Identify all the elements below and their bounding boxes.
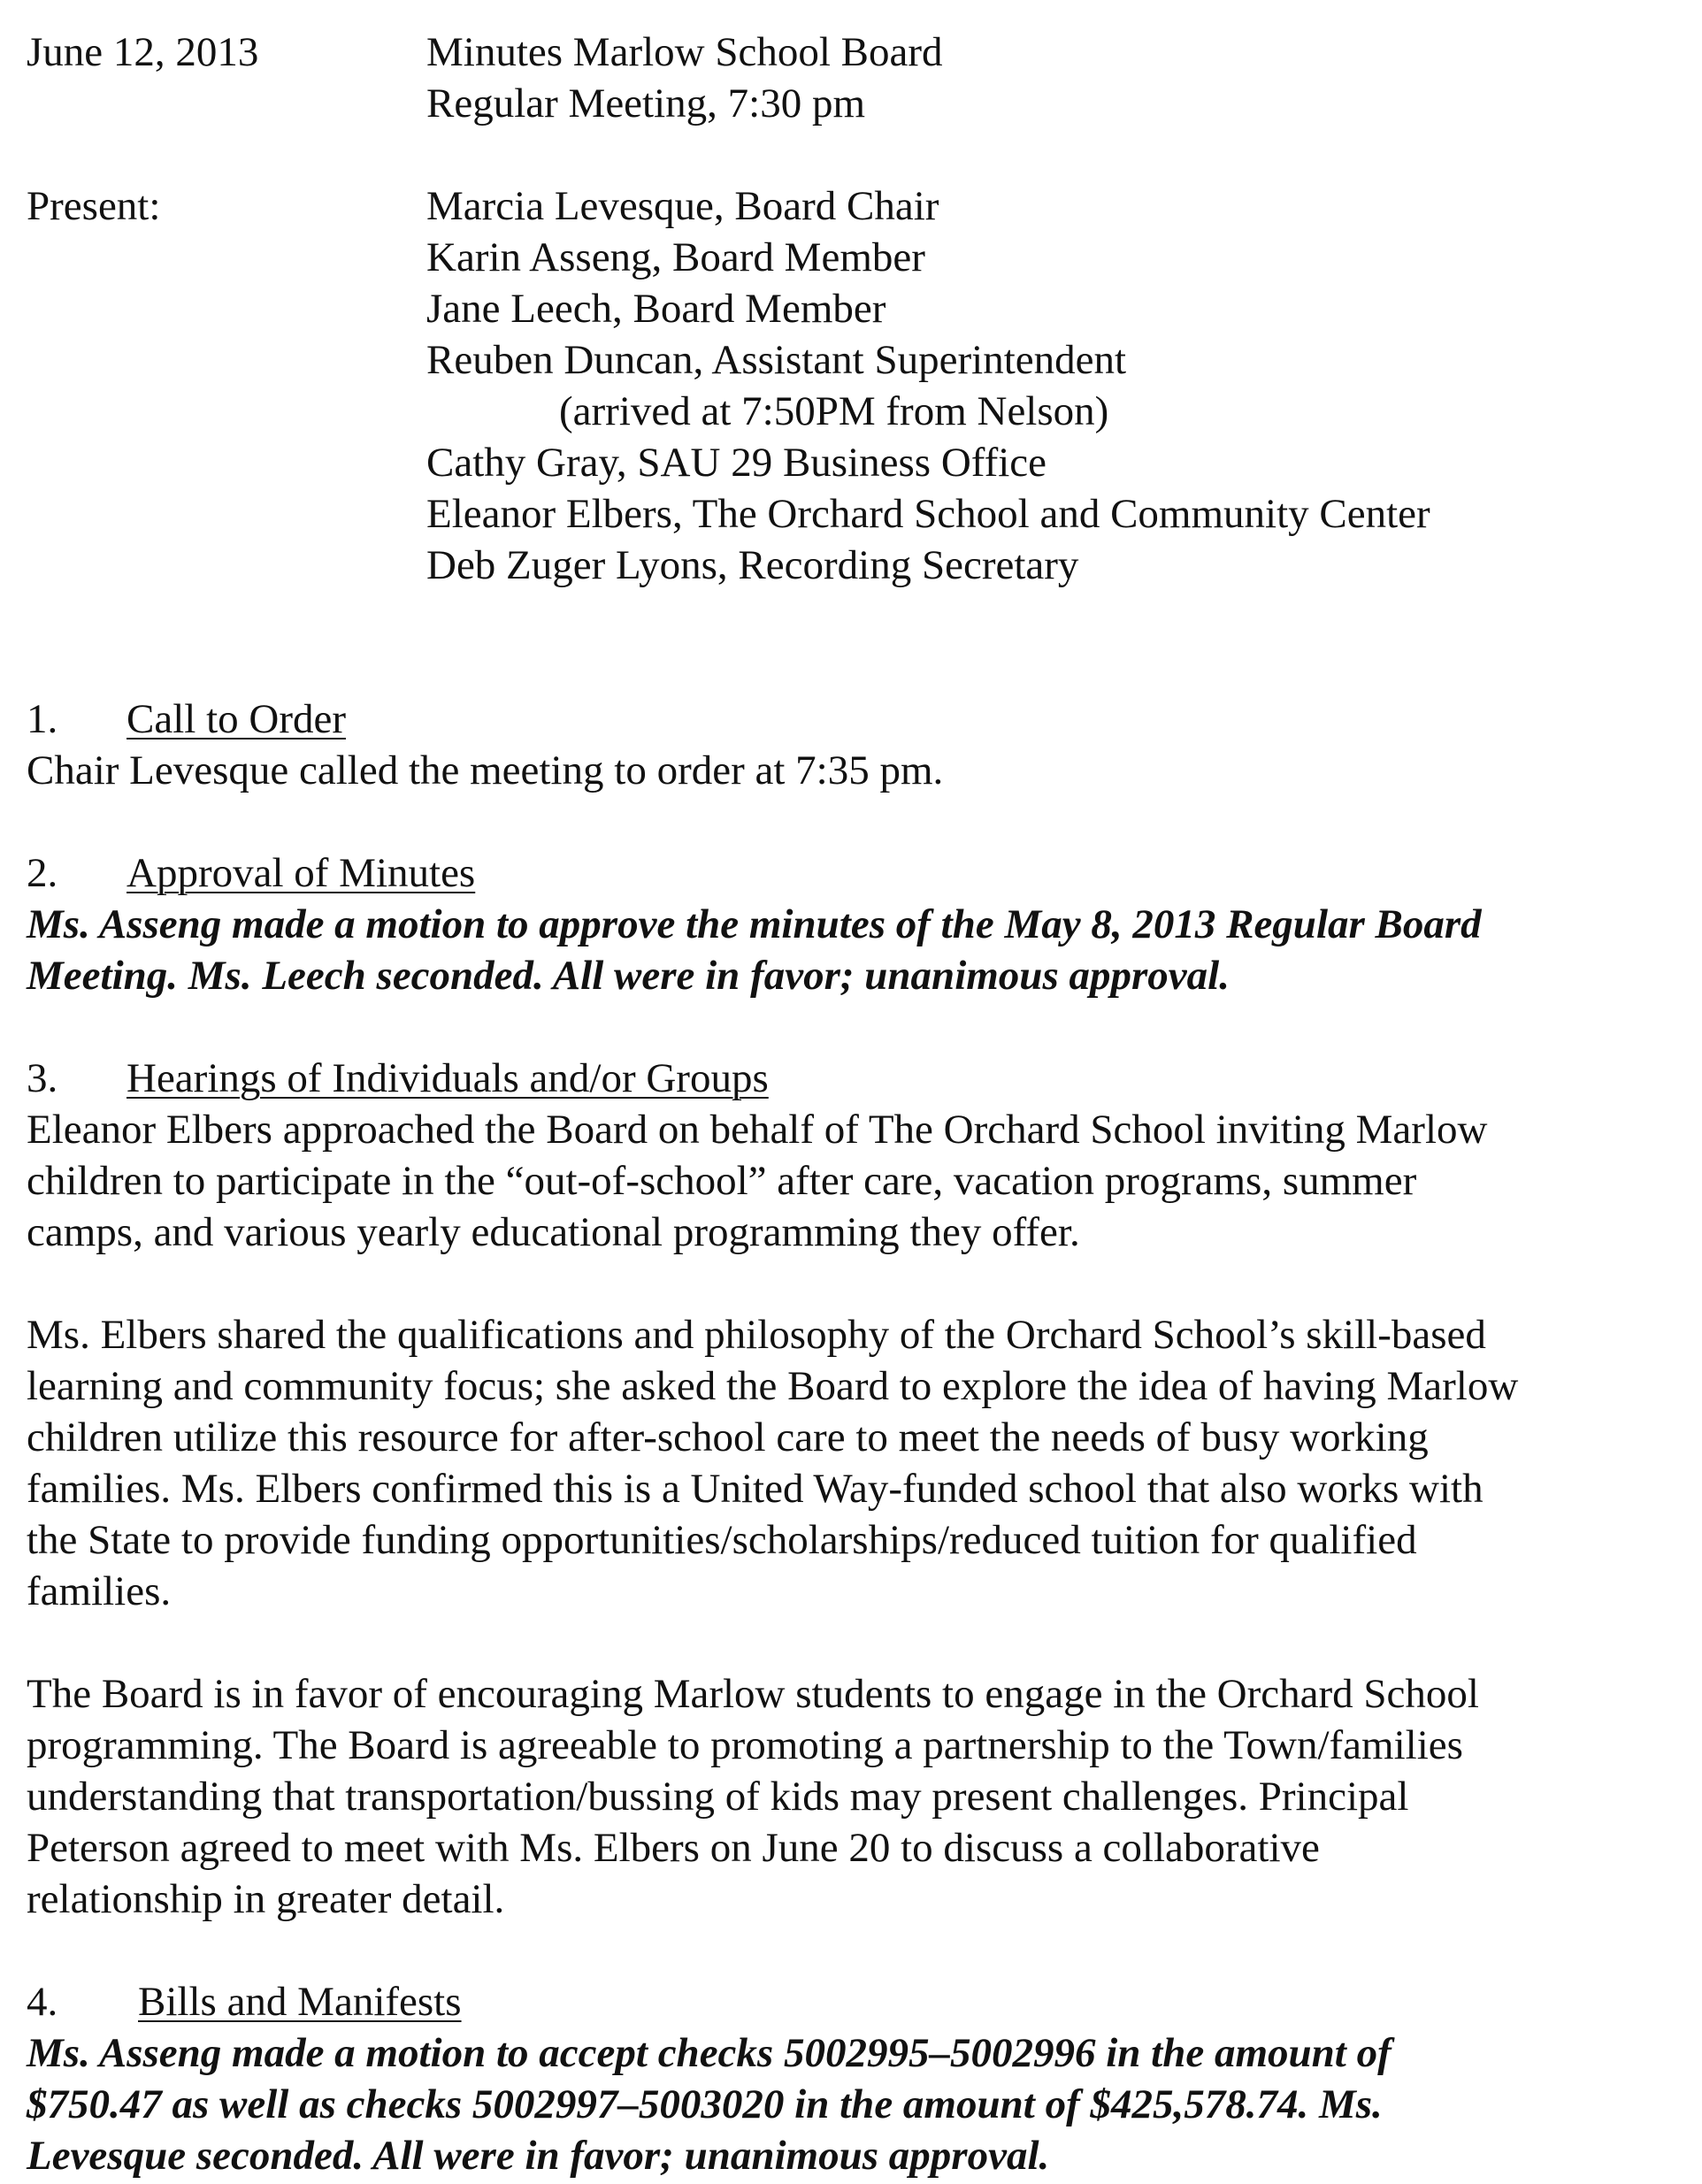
text-line: The Board is in favor of encouraging Marlow students to engage in the Orchard School <box>27 1671 1479 1717</box>
attendee: Eleanor Elbers, The Orchard School and Community Center <box>426 491 1430 537</box>
text-line: Ms. Asseng made a motion to approve the minutes of the May 8, 2013 Regular Board <box>27 901 1482 947</box>
section-title: Bills and Manifests <box>138 1979 462 2025</box>
text-line: programming. The Board is agreeable to promoting a partnership to the Town/families <box>27 1722 1463 1768</box>
text-line: camps, and various yearly educational programming they offer. <box>27 1209 1080 1255</box>
minutes-motion <box>27 899 1672 1001</box>
section-number: 4. <box>27 1979 58 2025</box>
section-heading-approval-of-minutes <box>27 847 475 899</box>
text-line: understanding that transportation/bussing of kids may present challenges. Principal <box>27 1774 1409 1820</box>
document-title: Minutes Marlow School Board <box>426 29 943 75</box>
section-heading-call-to-order <box>27 694 346 745</box>
text-line: $750.47 as well as checks 5002997–5003020 in the amount of $425,578.74. Ms. <box>27 2081 1383 2127</box>
text-line: the State to provide funding opportunities/scholarships/reduced tuition for qualified <box>27 1517 1417 1563</box>
present-label: Present: <box>27 183 161 229</box>
call-to-order-text <box>27 745 1672 796</box>
section-number: 2. <box>27 850 58 896</box>
text-line: relationship in greater detail. <box>27 1876 505 1922</box>
section-number: 1. <box>27 696 58 742</box>
text-line: learning and community focus; she asked the Board to explore the idea of having Marlow <box>27 1363 1519 1409</box>
meeting-subtitle: Regular Meeting, 7:30 pm <box>426 80 866 126</box>
text-line: Levesque seconded. All were in favor; unanimous approval. <box>27 2133 1050 2179</box>
text-line: Meeting. Ms. Leech seconded. All were in favor; unanimous approval. <box>27 953 1230 999</box>
attendee-arrival-note: (arrived at 7:50PM from Nelson) <box>559 388 1109 434</box>
text-line: families. Ms. Elbers confirmed this is a United Way-funded school that also works with <box>27 1466 1484 1512</box>
text-line: Ms. Elbers shared the qualifications and philosophy of the Orchard School’s skill-based <box>27 1312 1486 1358</box>
text-line: children utilize this resource for after-school care to meet the needs of busy working <box>27 1414 1429 1460</box>
attendee: Reuben Duncan, Assistant Superintendent <box>426 337 1127 383</box>
section-number: 3. <box>27 1055 58 1101</box>
text-line: Ms. Asseng made a motion to accept checks 5002995–5002996 in the amount of <box>27 2030 1392 2076</box>
text-line: Chair Levesque called the meeting to order at 7:35 pm. <box>27 747 944 793</box>
attendee: Jane Leech, Board Member <box>426 286 886 332</box>
meeting-date: June 12, 2013 <box>27 29 259 75</box>
text-line: families. <box>27 1568 172 1614</box>
bills-motion <box>27 2027 1672 2181</box>
section-title: Hearings of Individuals and/or Groups <box>126 1055 769 1101</box>
section-title: Call to Order <box>126 696 346 742</box>
section-title: Approval of Minutes <box>126 850 476 896</box>
text-line: Eleanor Elbers approached the Board on behalf of The Orchard School inviting Marlow <box>27 1107 1488 1153</box>
hearings-paragraph-3 <box>27 1668 1672 1925</box>
hearings-paragraph-1 <box>27 1104 1672 1258</box>
attendee: Karin Asseng, Board Member <box>426 234 925 280</box>
text-line: children to participate in the “out-of-school” after care, vacation programs, summer <box>27 1158 1417 1204</box>
section-heading-bills-and-manifests <box>27 1976 462 2027</box>
attendee: Deb Zuger Lyons, Recording Secretary <box>426 542 1079 588</box>
attendee: Cathy Gray, SAU 29 Business Office <box>426 440 1047 486</box>
attendee: Marcia Levesque, Board Chair <box>426 183 939 229</box>
hearings-paragraph-2 <box>27 1309 1672 1617</box>
text-line: Peterson agreed to meet with Ms. Elbers on June 20 to discuss a collaborative <box>27 1825 1320 1871</box>
section-heading-hearings <box>27 1053 769 1104</box>
